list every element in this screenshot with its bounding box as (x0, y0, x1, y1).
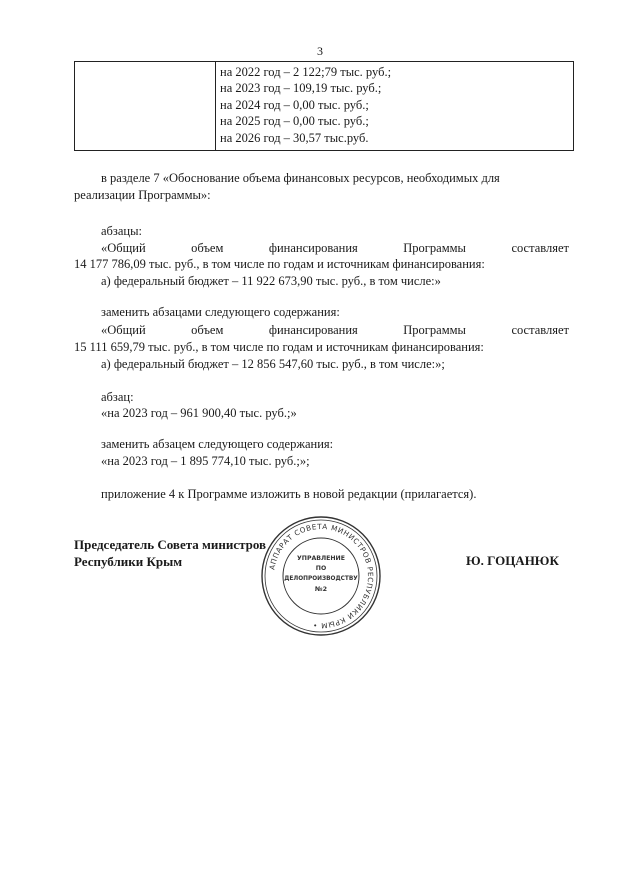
paragraph-line: 15 111 659,79 тыс. руб., в том числе по годам и источникам финансирования: (74, 340, 484, 354)
seal-center-line: ДЕЛОПРОИЗВОДСТВУ (284, 576, 358, 582)
paragraph-label: абзац: (101, 390, 134, 404)
word: Программы (403, 323, 466, 337)
word: «Общий (101, 323, 146, 337)
seal-center-line: №2 (314, 585, 328, 593)
appendix-line: приложение 4 к Программе изложить в новой редакции (прилагается). (101, 487, 477, 501)
signatory-title-line1: Председатель Совета министров (74, 537, 267, 552)
financing-table (74, 61, 574, 151)
table-line: на 2024 год – 0,00 тыс. руб.; (220, 97, 369, 112)
official-seal-stamp (258, 514, 384, 638)
table-empty-cell (75, 62, 216, 151)
section-intro-line1: в разделе 7 «Обоснование объема финансовых ресурсов, необходимых для (101, 171, 500, 185)
paragraph-justified-line (101, 241, 569, 256)
paragraph-justified-line (101, 323, 569, 338)
table-line: на 2023 год – 109,19 тыс. руб.; (220, 81, 382, 96)
replace-paragraph-label: заменить абзацем следующего содержания: (101, 437, 334, 451)
word: финансирования (268, 323, 358, 337)
word: объем (191, 241, 224, 255)
paragraph-line: а) федеральный бюджет – 11 922 673,90 тыс. руб., в том числе:» (101, 274, 441, 288)
table-years-cell (216, 62, 574, 151)
word: составляет (511, 241, 569, 255)
seal-center-line: УПРАВЛЕНИЕ (297, 555, 345, 562)
seal-ring-text: АППАРАТ СОВЕТА МИНИСТРОВ РЕСПУБЛИКИ КРЫМ • (267, 521, 376, 631)
table-line: на 2025 год – 0,00 тыс. руб.; (220, 114, 369, 129)
paragraph-line: «на 2023 год – 961 900,40 тыс. руб.;» (101, 406, 297, 420)
page-number: 3 (317, 44, 323, 58)
table-row (75, 62, 574, 151)
signatory-title-line2: Республики Крым (74, 554, 183, 569)
table-line: на 2022 год – 2 122;79 тыс. руб.; (220, 65, 392, 79)
word: Программы (403, 241, 466, 255)
paragraph-line: 14 177 786,09 тыс. руб., в том числе по годам и источникам финансирования: (74, 257, 485, 271)
word: составляет (511, 323, 569, 337)
paragraphs-label: абзацы: (101, 224, 142, 238)
word: финансирования (268, 241, 358, 255)
paragraph-line: «на 2023 год – 1 895 774,10 тыс. руб.;»; (101, 454, 310, 468)
table-line: на 2026 год – 30,57 тыс.руб. (220, 130, 369, 145)
word: объем (191, 323, 224, 337)
word: «Общий (101, 241, 146, 255)
signatory-name: Ю. ГОЦАНЮК (466, 553, 559, 568)
replace-paragraphs-label: заменить абзацами следующего содержания: (101, 305, 340, 319)
section-intro-line2: реализации Программы»: (74, 188, 211, 202)
paragraph-line: а) федеральный бюджет – 12 856 547,60 тыс. руб., в том числе:»; (101, 357, 445, 371)
seal-center-line: ПО (315, 565, 327, 572)
